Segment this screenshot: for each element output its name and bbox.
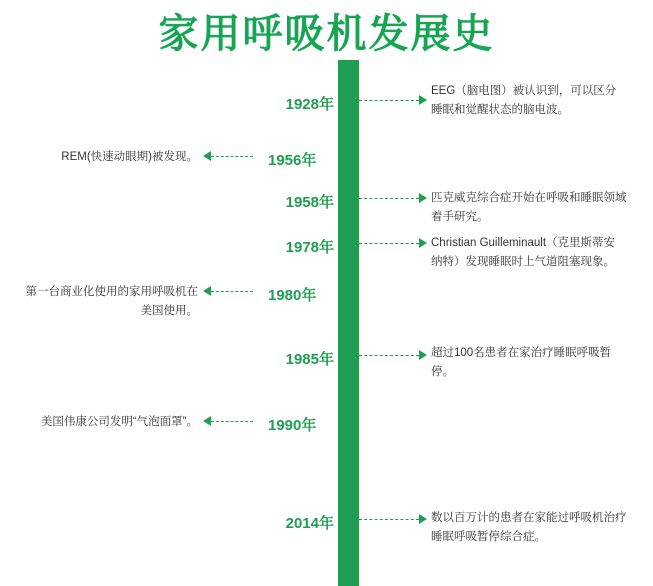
connector-1990 — [211, 421, 253, 422]
connector-2014 — [359, 519, 419, 520]
connector-1956 — [211, 156, 253, 157]
connector-1985 — [359, 355, 419, 356]
timeline-year-1985: 1985年 — [285, 351, 334, 368]
timeline-year-1990: 1990年 — [268, 417, 317, 434]
arrow-icon-1990 — [203, 416, 211, 426]
arrow-icon-1958 — [419, 193, 427, 203]
connector-1978 — [359, 243, 419, 244]
timeline-year-1928: 1928年 — [285, 96, 334, 113]
connector-1958 — [359, 198, 419, 199]
timeline-event-text-2014: 数以百万计的患者在家能过呼吸机治疗睡眠呼吸暂停综合症。 — [431, 512, 627, 543]
timeline-event-text-1990: 美国伟康公司发明“气泡面罩”。 — [40, 416, 198, 428]
arrow-icon-2014 — [419, 514, 427, 524]
timeline-year-1958: 1958年 — [285, 194, 334, 211]
timeline-event-text-1956: REM(快速动眼期)被发现。 — [61, 151, 198, 163]
timeline-event-text-1985: 超过100名患者在家治疗睡眠呼吸暂停。 — [431, 347, 612, 378]
arrow-icon-1928 — [419, 95, 427, 105]
arrow-icon-1985 — [419, 350, 427, 360]
timeline-year-1978: 1978年 — [285, 239, 334, 256]
timeline-year-1956: 1956年 — [268, 152, 317, 169]
timeline-spine — [338, 60, 359, 586]
timeline-year-1980: 1980年 — [268, 287, 317, 304]
connector-1928 — [359, 100, 419, 101]
connector-1980 — [211, 291, 253, 292]
timeline-year-2014: 2014年 — [285, 515, 334, 532]
timeline-event-text-1928: EEG（脑电图）被认识到，可以区分睡眠和觉醒状态的脑电波。 — [431, 85, 617, 116]
page-title: 家用呼吸机发展史 — [158, 12, 495, 56]
arrow-icon-1980 — [203, 286, 211, 296]
arrow-icon-1956 — [203, 151, 211, 161]
timeline-event-text-1958: 匹克威克综合症开始在呼吸和睡眠领域着手研究。 — [431, 192, 627, 223]
timeline-event-text-1978: Christian Guilleminault（克里斯蒂安 纳特）发现睡眠时上气道阻塞现象。 — [431, 237, 616, 268]
timeline-event-text-1980: 第一台商业化使用的家用呼吸机在美国使用。 — [25, 286, 198, 317]
arrow-icon-1978 — [419, 238, 427, 248]
